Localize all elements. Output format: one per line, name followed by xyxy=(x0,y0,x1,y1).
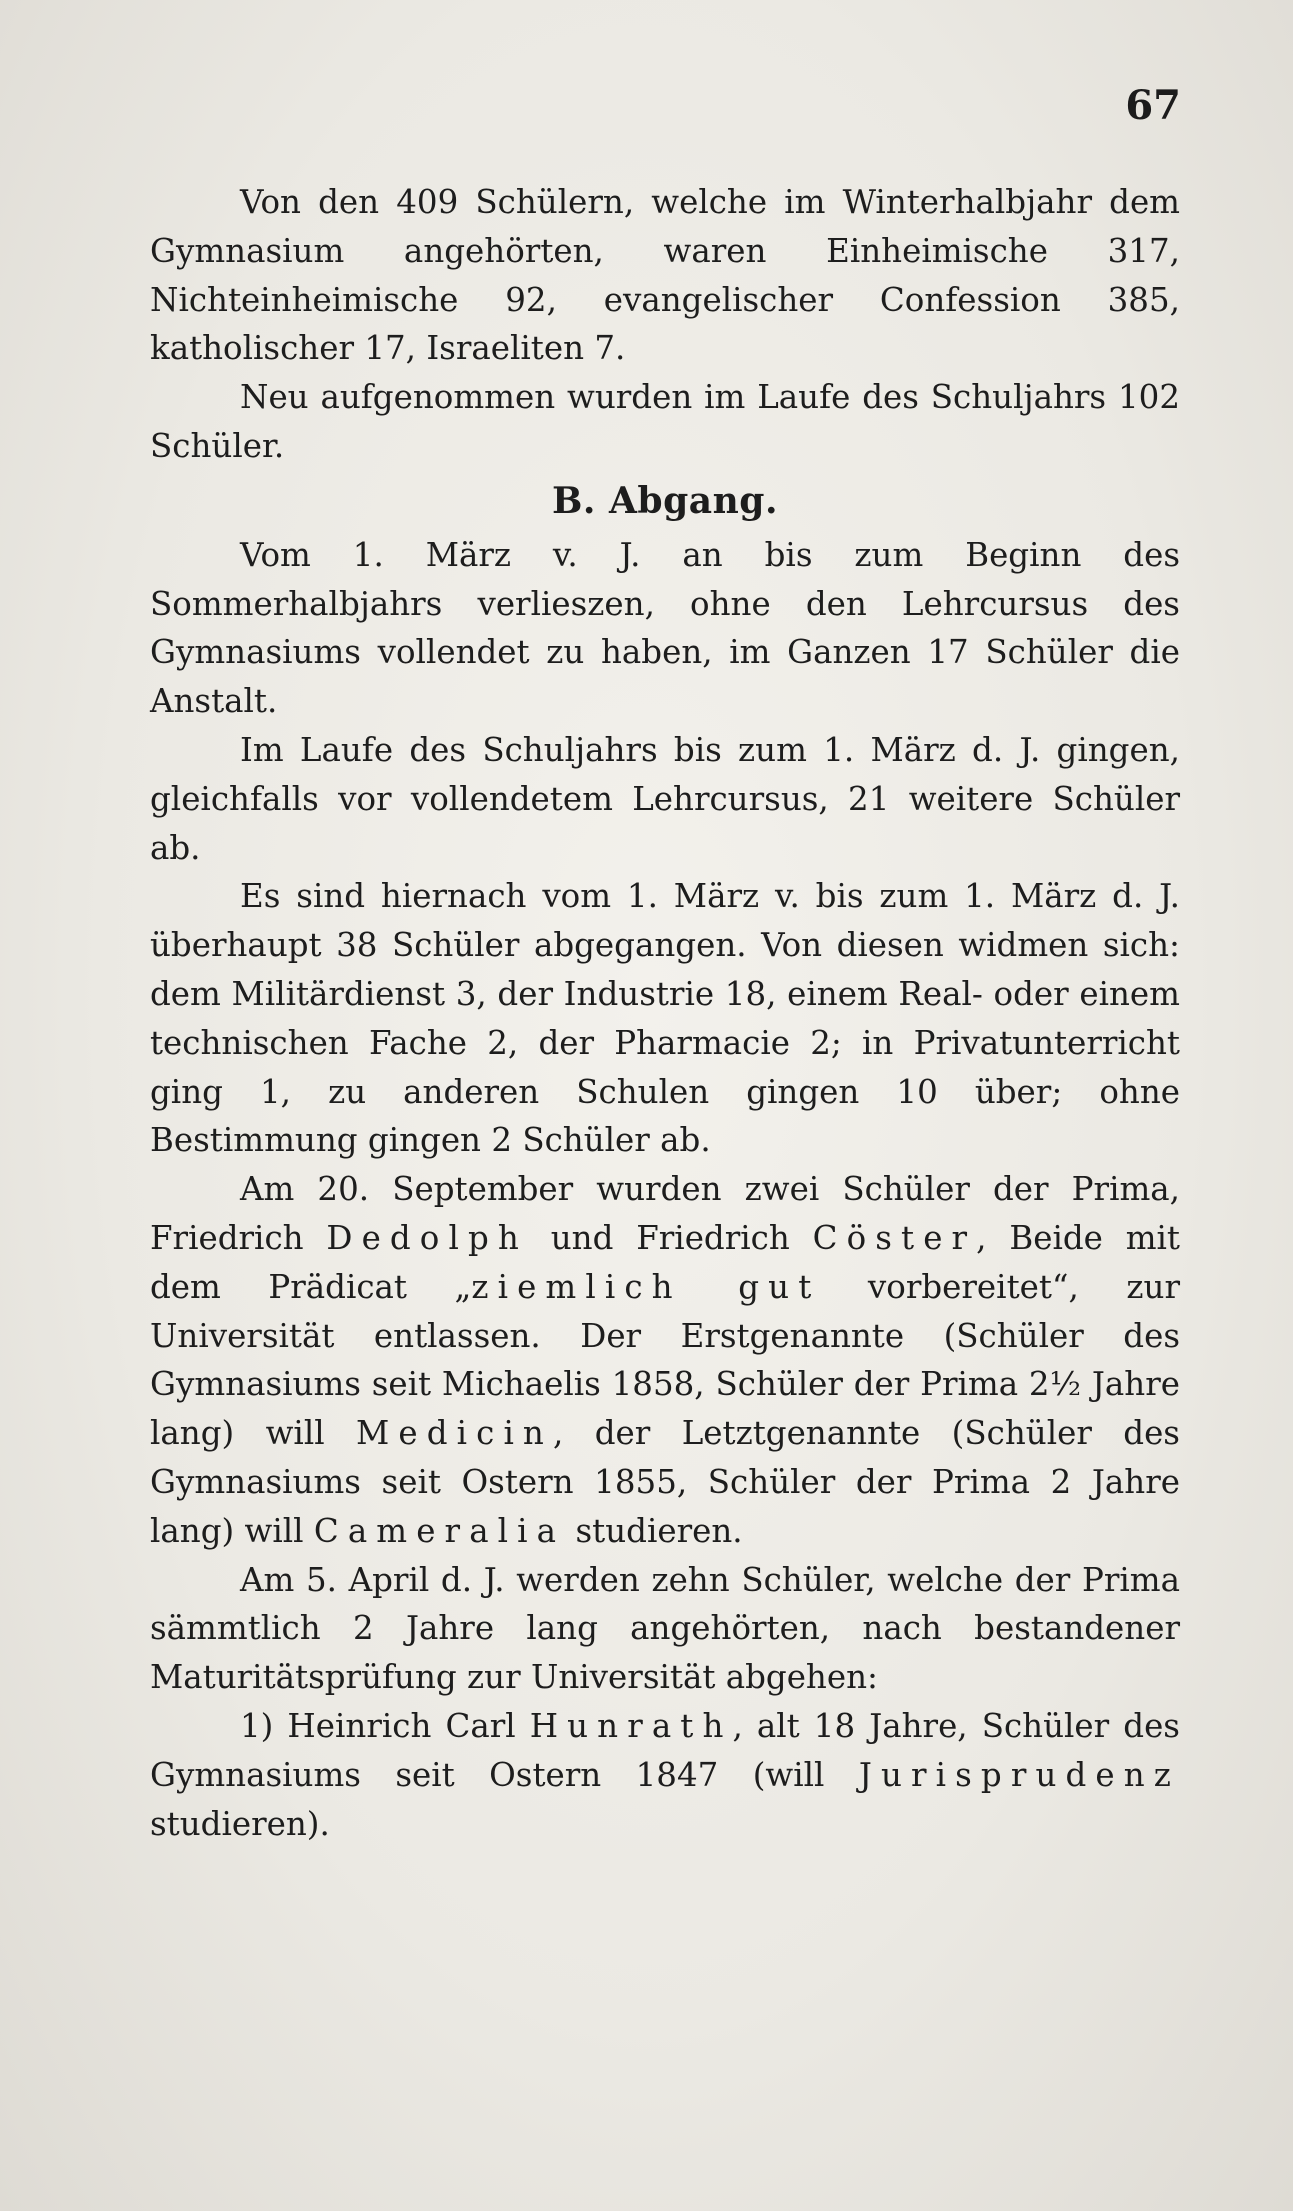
section-heading: B. Abgang. xyxy=(552,479,778,522)
study-subject-2: Cameralia xyxy=(313,1511,566,1550)
graduate-name-1: Dedolph xyxy=(326,1218,528,1257)
text-run: 1) Heinrich Carl xyxy=(240,1706,530,1745)
paragraph-departures-year: Im Laufe des Schuljahrs bis zum 1. März d. J. gingen, gleichfalls vor vollendetem Lehrcursus, 21 weitere Schüler ab. xyxy=(150,730,1180,867)
page-number: 67 xyxy=(1125,82,1181,129)
student-surname: Hunrath xyxy=(529,1706,733,1745)
study-subject: Jurisprudenz xyxy=(858,1755,1180,1794)
body-text xyxy=(150,178,1180,1848)
text-run: studieren. xyxy=(565,1511,743,1550)
paragraph-april-graduates: Am 5. April d. J. werden zehn Schüler, welche der Prima sämmtlich 2 Jahre lang angehörten, nach bestandener Maturitätsprüfung zur Universität abgehen: xyxy=(150,1560,1180,1697)
paragraph-departures-total: Es sind hiernach vom 1. März v. bis zum 1. März d. J. überhaupt 38 Schüler abgegangen. Von diesen widmen sich: dem Militärdienst 3, der Industrie 18, einem Real- oder einem technischen Fache 2, der Pharmacie 2; in Privatunterricht ging 1, zu anderen Schulen gingen 10 über; ohne Bestimmung gingen 2 Schüler ab. xyxy=(150,877,1180,1160)
text-run: , Beide mit dem Prädicat „ xyxy=(150,1218,1180,1306)
text-run: vorbereitet“, zur Universität entlassen. Der Erstgenannte (Schüler des Gymnasiums seit Michaelis 1858, Schüler der Prima 2½ Jahre lang) will xyxy=(150,1267,1180,1453)
paragraph-new-admissions: Neu aufgenommen wurden im Laufe des Schuljahrs 102 Schüler. xyxy=(150,378,1180,465)
graduate-name-2: Cöster xyxy=(812,1218,977,1257)
text-run: , der Letztgenannte (Schüler des Gymnasiums seit Ostern 1855, Schüler der Prima 2 Jahre lang) will xyxy=(150,1414,1180,1550)
study-subject-1: Medicin xyxy=(356,1414,553,1453)
paragraph-enrollment: Von den 409 Schülern, welche im Winterhalbjahr dem Gymnasium angehörten, waren Einheimische 317, Nichteinheimische 92, evangelischer Confession 385, katholischer 17, Israeliten 7. xyxy=(150,183,1180,368)
text-run: Am 20. September wurden zwei Schüler der Prima, Friedrich xyxy=(150,1170,1180,1257)
text-run: studieren). xyxy=(150,1804,330,1843)
text-run: und Friedrich xyxy=(527,1218,813,1257)
list-item xyxy=(150,1702,1180,1848)
paragraph-departures-summer: Vom 1. März v. J. an bis zum Beginn des Sommerhalbjahrs verlieszen, ohne den Lehrcursus des Gymnasiums vollendet zu haben, im Ganzen 17 Schüler die Anstalt. xyxy=(150,535,1180,721)
grade-predicate: ziemlich gut xyxy=(471,1267,821,1306)
paragraph-september-graduates xyxy=(150,1165,1180,1555)
text-run: , alt 18 Jahre, Schüler des Gymnasiums seit Ostern 1847 (will xyxy=(150,1706,1180,1794)
